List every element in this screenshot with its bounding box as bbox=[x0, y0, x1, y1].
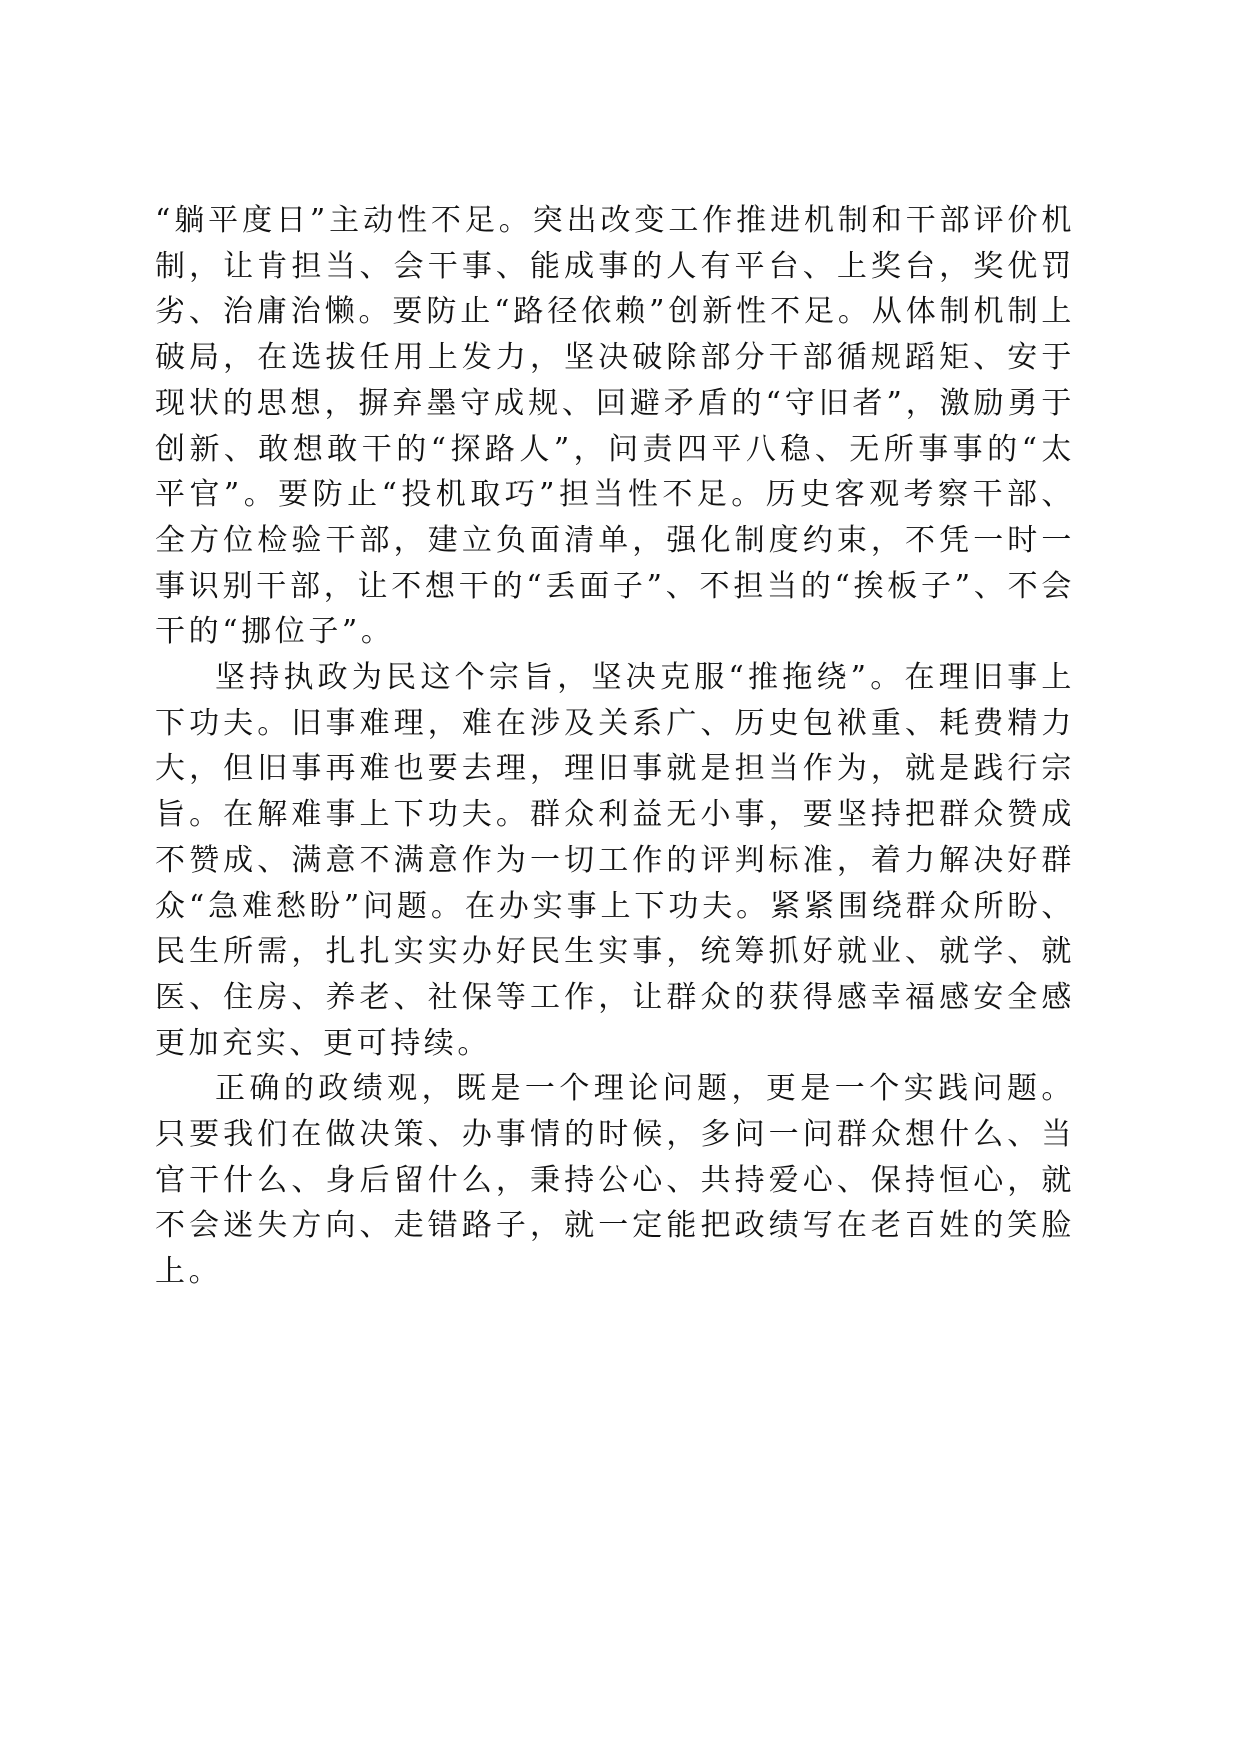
paragraph-service-purpose: 坚持执政为民这个宗旨，坚决克服“推拖绕”。在理旧事上下功夫。旧事难理，难在涉及关系广、历史包袱重、耗费精力大，但旧事再难也要去理，理旧事就是担当作为，就是践行宗旨。在解难事上下功夫。群众利益无小事，要坚持把群众赞成不赞成、满意不满意作为一切工作的评判标准，着力解决好群众“急难愁盼”问题。在办实事上下功夫。紧紧围绕群众所盼、民生所需，扎扎实实办好民生实事，统筹抓好就业、就学、就医、住房、养老、社保等工作，让群众的获得感幸福感安全感更加充实、更可持续。 bbox=[155, 660, 1075, 1061]
paragraph-conclusion: 正确的政绩观，既是一个理论问题，更是一个实践问题。只要我们在做决策、办事情的时候，多问一问群众想什么、当官干什么、身后留什么，秉持公心、共持爱心、保持恒心，就不会迷失方向、走错路子，就一定能把政绩写在老百姓的笑脸上。 bbox=[155, 1071, 1075, 1290]
paragraph-continuation: “躺平度日”主动性不足。突出改变工作推进机制和干部评价机制，让肯担当、会干事、能成事的人有平台、上奖台，奖优罚劣、治庸治懒。要防止“路径依赖”创新性不足。从体制机制上破局，在选拔任用上发力，坚决破除部分干部循规蹈矩、安于现状的思想，摒弃墨守成规、回避矛盾的“守旧者”，激励勇于创新、敢想敢干的“探路人”，问责四平八稳、无所事事的“太平官”。要防止“投机取巧”担当性不足。历史客观考察干部、全方位检验干部，建立负面清单，强化制度约束，不凭一时一事识别干部，让不想干的“丢面子”、不担当的“挨板子”、不会干的“挪位子”。 bbox=[155, 203, 1075, 650]
document-body bbox=[155, 198, 1075, 1295]
